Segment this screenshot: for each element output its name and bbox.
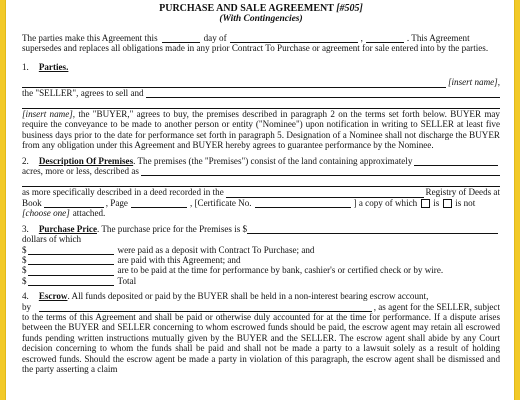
seller-name-blank[interactable] (22, 79, 446, 88)
agreement-body (22, 0, 500, 374)
page-blank[interactable] (131, 199, 187, 208)
registry-blank[interactable] (226, 189, 424, 198)
total-line: $ Total (22, 275, 137, 286)
section-escrow-line: 4. Escrow . All funds deposited or paid by the BUYER shall be held in a non-interest bearing escrow account, (22, 291, 429, 302)
book-page-line: Book , Page , [Certificate No. ] a copy of which is is not (22, 197, 476, 208)
seller-agrees-line: the "SELLER", agrees to sell and (22, 88, 500, 98)
month-blank[interactable] (230, 34, 358, 43)
title-text: PURCHASE AND SALE AGREEMENT (159, 3, 334, 14)
is-checkbox[interactable] (421, 199, 430, 208)
certificate-blank[interactable] (255, 199, 351, 208)
is-not-checkbox[interactable] (443, 199, 452, 208)
agreement-payment-line: $ are paid with this Agreement; and (22, 254, 241, 265)
performance-amount-blank[interactable] (28, 267, 114, 276)
section-parties-heading: 1. Parties. (22, 61, 69, 72)
total-amount-blank[interactable] (28, 277, 114, 286)
document-subtitle: (With Contingencies) (219, 14, 303, 24)
section-price-line: 3. Purchase Price . The purchase price for the Premises is $ (22, 224, 500, 234)
escrow-agent-line: by , as agent for the SELLER, subject (22, 301, 500, 312)
acreage-blank[interactable] (414, 157, 498, 166)
dollars-of-which: dollars of which (22, 234, 82, 245)
buyer-name-blank[interactable] (146, 89, 500, 98)
book-blank[interactable] (44, 199, 104, 208)
price-blank[interactable] (247, 225, 498, 234)
document-title (22, 3, 500, 14)
agreement-amount-blank[interactable] (28, 256, 114, 265)
deposit-amount-blank[interactable] (28, 246, 114, 255)
deposit-line: $ were paid as a deposit with Contract To Purchase; and (22, 244, 315, 255)
intro-date-line: The parties make this Agreement this day of , . This Agreement (22, 33, 470, 43)
deed-registry-line: as more specifically described in a deed recorded in the Registry of Deeds at (22, 187, 500, 198)
description-blank-2[interactable] (22, 176, 500, 187)
document-page (6, 0, 514, 400)
intro-text: supersedes and replaces all obligations made in any prior Contract To Purchase or agreement for sale entered into by the parties. (22, 43, 489, 54)
seller-name-line: [insert name], (22, 77, 500, 87)
day-blank[interactable] (162, 34, 200, 43)
performance-payment-line: $ are to be paid at the time for performance by bank, cashier's or certified check or by wire. (22, 265, 444, 276)
form-number: [#505] (336, 3, 363, 14)
year-blank[interactable] (366, 34, 404, 43)
description-blank[interactable] (141, 167, 500, 176)
escrow-text: to the terms of this Agreement and shall be paid or otherwise duly accounted for at the time for performance. If a dispute arises between the BUYER and SELLER concerning to whom escrowed funds should be paid, the escrow agent may retain all escrowed funds pending written instructions mutually given by the BUYER and the SELLER. The escrow agent shall abide by any Court decision concerning to whom the funds shall be paid and shall not be made a party to a lawsuit solely as a result of holding escrowed funds. Should the escrow agent be made a party in violation of this paragraph, the escrow agent shall be dismissed and the party asserting a claim (22, 311, 500, 374)
choose-one-line: [choose one] attached. (22, 208, 106, 219)
buyer-name-blank-2[interactable] (22, 98, 500, 109)
section-premises-line: 2. Description Of Premises . The premises (the "Premises") consist of the land containing approximately (22, 156, 500, 166)
escrow-agent-blank[interactable] (39, 303, 372, 312)
parties-text: [insert name], the "BUYER," agrees to buy, the premises described in paragraph 2 on the terms set forth below. BUYER may require the conveyance to be made to another person or entity ("Nominee") upon notification in writing to SELLER at least five business days prior to the date for performance set forth in paragraph 5. Designation of a Nominee shall not discharge the BUYER from any obligation under this Agreement and BUYER hereby agrees to guarantee performance by the Nominee. (22, 109, 500, 151)
premises-description-line: acres, more or less, described as (22, 166, 500, 176)
